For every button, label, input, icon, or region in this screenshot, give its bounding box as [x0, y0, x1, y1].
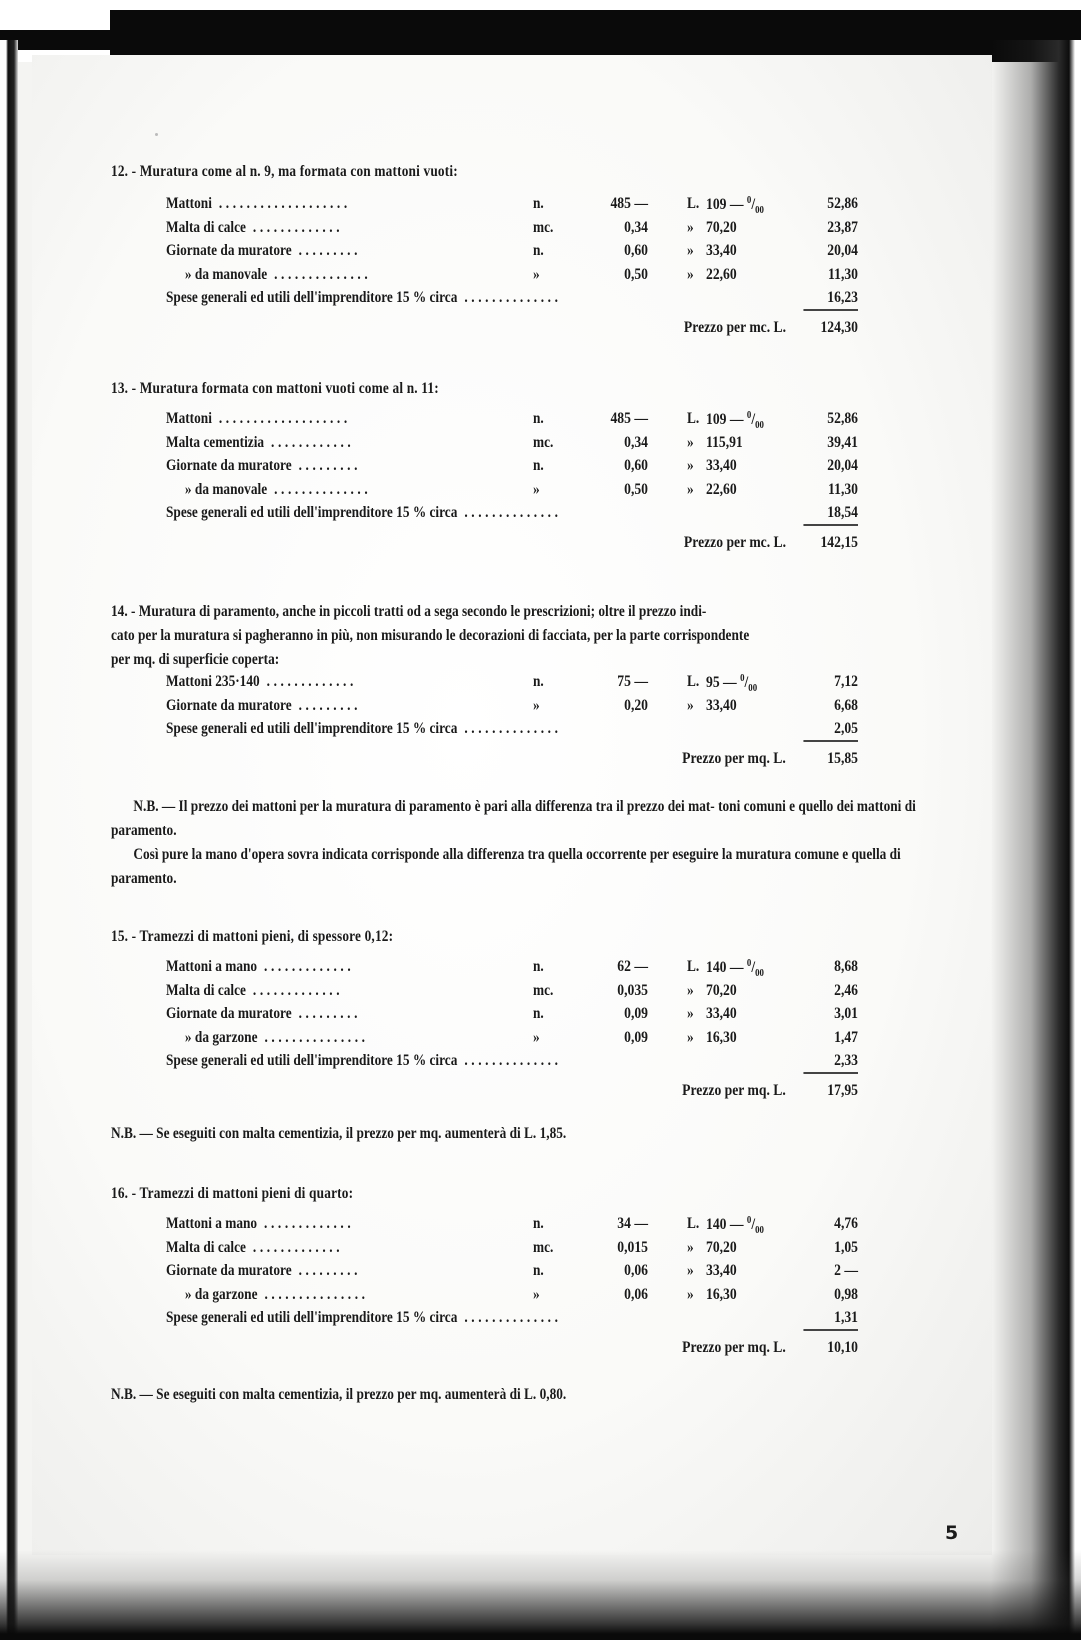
unit: n. [533, 673, 544, 690]
currency-mark: » [687, 696, 694, 714]
scan-bottom-edge [0, 1550, 1081, 1640]
per-mille-sign [744, 1215, 764, 1237]
dot-leader: .............. [457, 504, 562, 521]
overhead-description [166, 1309, 562, 1327]
overhead-description [166, 720, 562, 738]
line-amount: 52,86 [827, 410, 858, 427]
currency-mark: L. [687, 673, 700, 690]
overhead-label: Spese generali ed utili dell'imprenditore 15 % circa [166, 504, 458, 521]
table-row [166, 457, 876, 481]
unit-price-value: 109 — [706, 411, 744, 429]
unit: mc. [533, 433, 554, 451]
cost-table [166, 673, 876, 780]
quantity: 0,20 [624, 696, 648, 714]
dot-leader: ............... [257, 1028, 369, 1046]
section-title: 12. - Muratura come al n. 9, ma formata con mattoni vuoti: [111, 163, 458, 180]
unit-price-value: 70,20 [706, 1238, 737, 1256]
total-label: Prezzo per mq. L. [682, 749, 786, 767]
total-label: Prezzo per mq. L. [682, 1338, 786, 1356]
per-mille-den: 00 [755, 968, 764, 980]
per-mille-slash: / [751, 959, 756, 977]
item-description-text: Giornate da muratore [166, 242, 292, 259]
unit: n. [533, 195, 544, 212]
unit-price-value: 95 — [706, 674, 737, 692]
unit-price-value: 70,20 [706, 218, 737, 236]
unit-price-value: 22,60 [706, 265, 737, 283]
item-description-text: Giornate da muratore [166, 1262, 292, 1279]
line-amount: 11,30 [828, 480, 858, 498]
total-row [166, 1082, 876, 1112]
quantity: 34 — [617, 1215, 648, 1232]
paragraph-line: 14. - Muratura di paramento, anche in piccoli tratti od a sega secondo le prescrizioni; oltre il prezzo indi- [111, 603, 707, 620]
dot-leader: ......... [291, 457, 362, 474]
quantity: 0,60 [624, 457, 648, 474]
item-description [166, 697, 361, 715]
unit: n. [533, 242, 544, 259]
currency-mark: » [687, 265, 694, 283]
unit-price-value: 33,40 [706, 457, 737, 474]
per-mille-den: 00 [755, 1225, 764, 1237]
table-row [166, 434, 876, 458]
currency-mark: » [687, 1028, 694, 1046]
line-amount: 2,46 [834, 981, 858, 999]
note-paragraph [111, 1383, 924, 1407]
dust-speck [155, 133, 158, 136]
dot-leader: ............. [245, 981, 344, 999]
note-paragraph [111, 1122, 924, 1146]
item-description-text: » da manovale [184, 265, 268, 283]
unit-price [706, 1286, 737, 1304]
total-label: Prezzo per mc. L. [683, 533, 786, 551]
table-row [166, 697, 876, 721]
unit-price [706, 481, 737, 499]
unit-price-value: 33,40 [706, 1005, 737, 1022]
item-description [166, 1029, 369, 1047]
unit-price-value: 70,20 [706, 981, 737, 999]
per-mille-sign [744, 958, 764, 980]
table-row [166, 266, 876, 290]
dot-leader: .............. [457, 1052, 562, 1069]
note-text [111, 1122, 924, 1146]
item-description-text: » da garzone [184, 1285, 258, 1303]
note-text [111, 843, 924, 891]
per-mille-den: 00 [755, 205, 764, 217]
unit: mc. [533, 981, 554, 999]
dot-leader: .............. [457, 289, 562, 306]
currency-mark: L. [687, 958, 700, 975]
total-value: 124,30 [820, 318, 858, 336]
section-title: 15. - Tramezzi di mattoni pieni, di spessore 0,12: [111, 928, 394, 945]
unit: » [533, 265, 540, 283]
item-description [166, 195, 351, 213]
paragraph-line: cato per la muratura si pagheranno in più, non misurando le decorazioni di facciata, per la parte corrispondente [111, 627, 750, 644]
item-description [166, 1286, 369, 1304]
section-title: 13. - Muratura formata con mattoni vuoti come al n. 11: [111, 380, 439, 397]
unit-price [706, 410, 764, 431]
item-description [166, 457, 361, 475]
currency-mark: » [687, 242, 694, 259]
item-description [166, 410, 351, 428]
table-row [166, 982, 876, 1006]
currency-mark: » [687, 218, 694, 236]
currency-mark: » [687, 981, 694, 999]
table-row [166, 673, 876, 697]
quantity: 0,015 [617, 1238, 648, 1256]
unit-price [706, 242, 737, 260]
item-description-text: Mattoni 235·140 [166, 673, 260, 690]
currency-mark: » [687, 480, 694, 498]
unit-price-value: 109 — [706, 196, 744, 214]
line-amount: 2 — [834, 1262, 858, 1279]
unit: mc. [533, 218, 554, 236]
unit-price-value: 16,30 [706, 1028, 737, 1046]
currency-mark: » [687, 1005, 694, 1022]
table-row [166, 1239, 876, 1263]
total-value: 10,10 [827, 1338, 858, 1356]
unit-price [706, 219, 737, 237]
unit-price-value: 22,60 [706, 480, 737, 498]
table-row-overhead [166, 720, 876, 744]
unit-price [706, 457, 737, 475]
currency-mark: » [687, 1262, 694, 1279]
unit: n. [533, 1215, 544, 1232]
per-mille-den: 00 [755, 420, 764, 432]
dot-leader: .............. [457, 1309, 562, 1326]
item-description-text: Giornate da muratore [166, 696, 292, 714]
item-description-text: Malta cementizia [166, 433, 265, 451]
section-title-paragraph [111, 600, 902, 672]
total-value: 17,95 [827, 1081, 858, 1099]
table-row-overhead [166, 1309, 876, 1333]
item-description-text: Malta di calce [166, 1238, 246, 1256]
per-mille-num: 0 [746, 195, 752, 206]
dot-leader: ............. [257, 1215, 355, 1232]
unit: mc. [533, 1238, 554, 1256]
item-description-text: Mattoni a mano [166, 958, 258, 975]
unit-price-value: 115,91 [706, 433, 743, 451]
item-description [166, 481, 371, 499]
item-description-text: » da garzone [184, 1028, 258, 1046]
dot-leader: ......... [291, 1262, 362, 1279]
overhead-description [166, 504, 562, 522]
per-mille-slash: / [751, 411, 756, 429]
unit-price [706, 1239, 737, 1257]
item-description-text: Mattoni a mano [166, 1215, 258, 1232]
unit: » [533, 480, 540, 498]
quantity: 0,50 [624, 265, 648, 283]
per-mille-sign [744, 195, 764, 217]
table-row [166, 242, 876, 266]
line-amount: 52,86 [827, 195, 858, 212]
unit: » [533, 1285, 540, 1303]
dot-leader: .............. [267, 265, 372, 283]
quantity: 0,09 [624, 1028, 648, 1046]
quantity: 0,06 [624, 1262, 648, 1279]
per-mille-den: 00 [748, 683, 758, 695]
table-row [166, 1286, 876, 1310]
quantity: 485 — [610, 195, 648, 212]
cost-table [166, 958, 876, 1112]
unit-price-value: 140 — [706, 1216, 744, 1234]
unit-price [706, 1029, 737, 1047]
quantity: 0,34 [624, 218, 648, 236]
paragraph-line: per mq. di superficie coperta: [111, 651, 280, 668]
total-row [166, 534, 876, 564]
quantity: 62 — [617, 958, 648, 975]
cost-table [166, 410, 876, 564]
unit-price-value: 33,40 [706, 1262, 737, 1279]
section-title: 16. - Tramezzi di mattoni pieni di quarto: [111, 1185, 354, 1202]
overhead-amount: 1,31 [803, 1309, 858, 1331]
quantity: 485 — [610, 410, 648, 427]
line-amount: 11,30 [828, 265, 858, 283]
line-amount: 4,76 [834, 1215, 858, 1232]
line-amount: 0,98 [834, 1285, 858, 1303]
unit: n. [533, 457, 544, 474]
currency-mark: L. [687, 410, 700, 427]
per-mille-sign [744, 410, 764, 432]
per-mille-slash: / [751, 1216, 756, 1234]
overhead-label: Spese generali ed utili dell'imprenditore 15 % circa [166, 720, 458, 737]
item-description [166, 1215, 354, 1233]
item-description [166, 982, 343, 1000]
page-number: 5 [945, 1522, 959, 1544]
unit-price [706, 434, 743, 452]
table-row [166, 410, 876, 434]
overhead-amount: 18,54 [803, 504, 858, 526]
table-row [166, 1215, 876, 1239]
unit-price-value: 33,40 [706, 242, 737, 259]
dot-leader: ............... [257, 1285, 369, 1303]
item-description [166, 266, 371, 284]
dot-leader: ............. [245, 218, 344, 236]
item-description [166, 242, 361, 260]
per-mille-slash: / [751, 196, 756, 214]
note-paragraph [111, 795, 924, 891]
currency-mark: » [687, 457, 694, 474]
line-amount: 8,68 [834, 958, 858, 975]
item-description-text: Malta di calce [166, 218, 246, 236]
currency-mark: L. [687, 195, 700, 212]
dot-leader: ............. [245, 1238, 344, 1256]
item-description-text: Mattoni [166, 195, 212, 212]
total-row [166, 750, 876, 780]
line-amount: 1,47 [834, 1028, 858, 1046]
note-body: N.B. — Se eseguiti con malta cementizia, il prezzo per mq. aumenterà di L. 0,80. [111, 1386, 567, 1403]
quantity: 75 — [617, 673, 648, 690]
per-mille-num: 0 [740, 673, 745, 684]
note-text [111, 795, 924, 843]
table-row [166, 1262, 876, 1286]
quantity: 0,09 [624, 1005, 648, 1022]
item-description-text: Giornate da muratore [166, 457, 292, 474]
quantity: 0,035 [617, 981, 648, 999]
quantity: 0,60 [624, 242, 648, 259]
unit-price [706, 697, 737, 715]
total-label: Prezzo per mc. L. [683, 318, 786, 336]
dot-leader: .............. [267, 480, 372, 498]
item-description [166, 1005, 361, 1023]
item-description [166, 673, 357, 691]
dot-leader: ......... [291, 1005, 362, 1022]
table-row [166, 219, 876, 243]
unit-price-value: 140 — [706, 959, 744, 977]
line-amount: 20,04 [827, 457, 858, 474]
note-body: N.B. — Il prezzo dei mattoni per la muratura di paramento è pari alla differenza tra il prezzo dei mat- toni comuni e quello dei mattoni di paramento. [111, 798, 916, 839]
unit-price [706, 1005, 737, 1023]
unit-price-value: 16,30 [706, 1285, 737, 1303]
scan-left-edge [0, 40, 18, 1640]
dot-leader: ............. [259, 673, 357, 690]
dot-leader: .............. [457, 720, 562, 737]
line-amount: 20,04 [827, 242, 858, 259]
quantity: 0,06 [624, 1285, 648, 1303]
scan-right-edge [991, 40, 1081, 1640]
unit: n. [533, 958, 544, 975]
dot-leader: ......... [291, 242, 362, 259]
item-description-text: » da manovale [184, 480, 268, 498]
unit: n. [533, 1005, 544, 1022]
total-row [166, 1339, 876, 1369]
line-amount: 1,05 [834, 1238, 858, 1256]
item-description [166, 1262, 361, 1280]
total-value: 15,85 [827, 749, 858, 767]
currency-mark: » [687, 433, 694, 451]
per-mille-slash: / [744, 674, 749, 692]
overhead-label: Spese generali ed utili dell'imprenditore 15 % circa [166, 1309, 458, 1326]
note-body: N.B. — Se eseguiti con malta cementizia, il prezzo per mq. aumenterà di L. 1,85. [111, 1125, 567, 1142]
table-row-overhead [166, 1052, 876, 1076]
unit-price [706, 673, 757, 694]
currency-mark: » [687, 1285, 694, 1303]
table-row [166, 481, 876, 505]
table-row-overhead [166, 504, 876, 528]
unit: » [533, 696, 540, 714]
quantity: 0,50 [624, 480, 648, 498]
overhead-amount: 2,05 [803, 720, 858, 742]
item-description [166, 958, 354, 976]
overhead-description [166, 1052, 562, 1070]
item-description-text: Malta di calce [166, 981, 246, 999]
unit: » [533, 1028, 540, 1046]
unit: n. [533, 410, 544, 427]
total-row [166, 319, 876, 349]
item-description [166, 219, 343, 237]
unit-price [706, 266, 737, 284]
currency-mark: » [687, 1238, 694, 1256]
dot-leader: ................... [211, 410, 351, 427]
dot-leader: ............. [257, 958, 355, 975]
note-body: Così pure la mano d'opera sovra indicata corrisponde alla differenza tra quella occorrente per eseguire la muratura comune e quella di paramento. [111, 846, 901, 887]
overhead-label: Spese generali ed utili dell'imprenditore 15 % circa [166, 289, 458, 306]
unit-price [706, 982, 737, 1000]
cost-table [166, 195, 876, 349]
overhead-amount: 16,23 [803, 289, 858, 311]
item-description [166, 1239, 343, 1257]
per-mille-num: 0 [746, 1215, 752, 1226]
dot-leader: ......... [291, 696, 362, 714]
unit-price [706, 1215, 764, 1236]
cost-table [166, 1215, 876, 1369]
unit-price [706, 1262, 737, 1280]
dot-leader: ................... [211, 195, 351, 212]
unit: n. [533, 1262, 544, 1279]
line-amount: 3,01 [834, 1005, 858, 1022]
item-description-text: Mattoni [166, 410, 212, 427]
overhead-description [166, 289, 562, 307]
unit-price [706, 195, 764, 216]
quantity: 0,34 [624, 433, 648, 451]
per-mille-sign [737, 673, 758, 695]
table-row [166, 1029, 876, 1053]
table-row [166, 958, 876, 982]
table-row [166, 1005, 876, 1029]
line-amount: 6,68 [834, 696, 858, 714]
item-description [166, 434, 354, 452]
total-value: 142,15 [820, 533, 858, 551]
total-label: Prezzo per mq. L. [682, 1081, 786, 1099]
line-amount: 23,87 [827, 218, 858, 236]
line-amount: 7,12 [834, 673, 858, 690]
note-text [111, 1383, 924, 1407]
unit-price [706, 958, 764, 979]
table-row [166, 195, 876, 219]
overhead-label: Spese generali ed utili dell'imprenditore 15 % circa [166, 1052, 458, 1069]
table-row-overhead [166, 289, 876, 313]
item-description-text: Giornate da muratore [166, 1005, 292, 1022]
overhead-amount: 2,33 [803, 1052, 858, 1074]
line-amount: 39,41 [827, 433, 858, 451]
dot-leader: ............ [264, 433, 355, 451]
per-mille-num: 0 [746, 958, 752, 969]
currency-mark: L. [687, 1215, 700, 1232]
per-mille-num: 0 [746, 410, 752, 421]
unit-price-value: 33,40 [706, 696, 737, 714]
